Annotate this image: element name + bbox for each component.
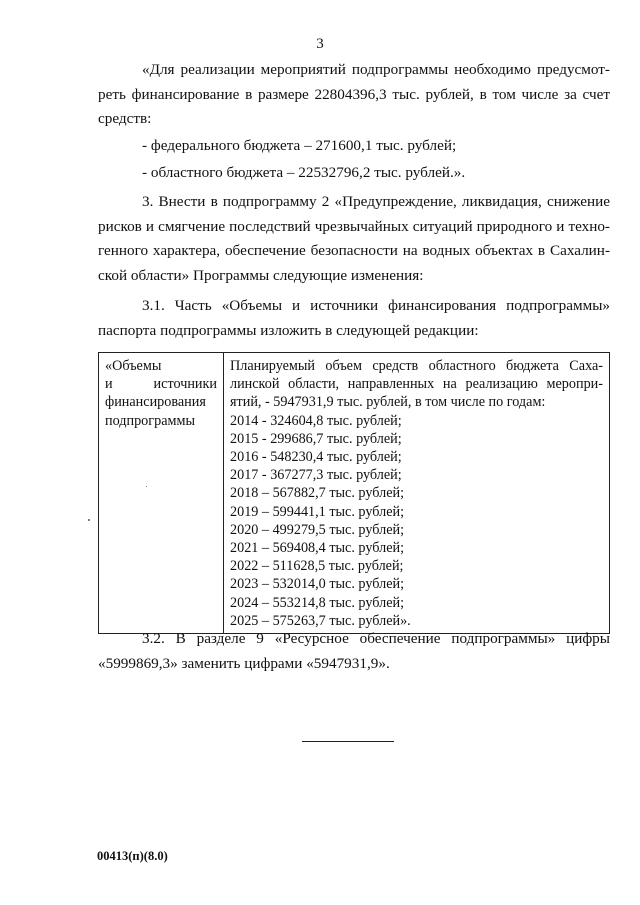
intro-line-2: реть финансирование в размере 22804396,3 тыс. рублей, в том числе за счет [98,85,610,103]
scan-speck [88,519,90,521]
intro-paragraph [98,58,610,132]
document-code: 00413(п)(8.0) [97,849,168,863]
list-item: 2018 – 567882,7 тыс. рублей; [230,485,405,502]
budget-item-federal: - федерального бюджета – 271600,1 тыс. рублей; [142,137,457,154]
section-3-1-line-1: 3.1. Часть «Объемы и источники финансирования подпрограммы» [142,297,610,314]
section-3-line-4: ской области» Программы следующие изменения: [98,266,424,284]
scan-speck [146,486,147,487]
section-3-2-line-1: 3.2. В разделе 9 «Ресурсное обеспечение подпрограммы» цифры [142,630,610,647]
funding-label-line-4: подпрограммы [105,412,195,429]
page-number: 3 [316,36,324,52]
list-item: 2025 – 575263,7 тыс. рублей». [230,612,411,629]
section-3-2-paragraph [98,627,610,676]
section-3-line-2: рисков и смягчение последствий чрезвычайных ситуаций природного и техно- [98,217,610,235]
list-item: 2022 – 511628,5 тыс. рублей; [230,558,404,575]
list-item: 2015 - 299686,7 тыс. рублей; [230,430,402,447]
list-item: 2021 – 569408,4 тыс. рублей; [230,540,405,557]
table-row [99,353,610,634]
funding-label-line-3: финансирования [105,394,206,411]
funding-intro-line-2: линской области, направленных на реализацию меропри- [230,376,603,393]
funding-table [98,352,610,634]
section-3-line-1: 3. Внести в подпрограмму 2 «Предупреждение, ликвидация, снижение [142,193,610,210]
section-3-2-line-2: «5999869,3» заменить цифрами «5947931,9». [98,654,390,672]
list-item: 2019 – 599441,1 тыс. рублей; [230,503,405,520]
section-3-paragraph [98,190,610,288]
funding-details-cell [224,353,610,634]
section-3-1-line-2: паспорта подпрограммы изложить в следующей редакции: [98,321,479,339]
list-item: 2016 - 548230,4 тыс. рублей; [230,449,402,466]
list-item: 2014 - 324604,8 тыс. рублей; [230,412,402,429]
list-item: 2017 - 367277,3 тыс. рублей; [230,467,402,484]
list-item: 2024 – 553214,8 тыс. рублей; [230,594,405,611]
intro-line-1: «Для реализации мероприятий подпрограммы необходимо предусмот- [142,61,610,78]
list-item: 2020 – 499279,5 тыс. рублей; [230,521,405,538]
section-3-line-3: генного характера, обеспечение безопасности на водных объектах в Сахалин- [98,242,610,259]
funding-label-line-2: и источники [105,376,217,393]
separator-line [302,741,394,742]
funding-intro-line-3: ятий, - 5947931,9 тыс. рублей, в том числе по годам: [230,394,546,411]
funding-label-line-1: «Объемы [105,358,162,374]
section-3-1-paragraph [98,294,610,343]
budget-item-regional: - областного бюджета – 22532796,2 тыс. рублей.». [142,164,466,181]
funding-label-cell [99,353,224,634]
funding-intro-line-1: Планируемый объем средств областного бюджета Саха- [230,358,603,374]
list-item: 2023 – 532014,0 тыс. рублей; [230,576,405,593]
year-allocation-list [230,412,603,630]
intro-line-3: средств: [98,110,152,127]
